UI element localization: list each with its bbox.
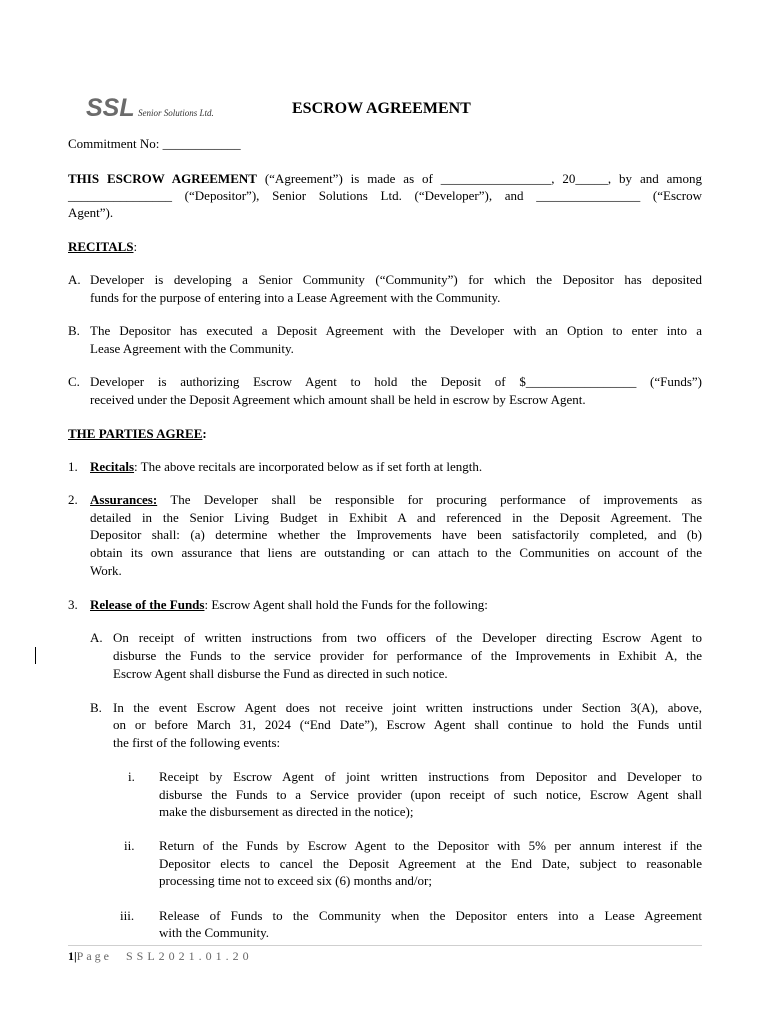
section-2-line-4: obtain its own assurance that liens are outstanding or can attach to the Communities on account of the	[90, 545, 702, 560]
page-footer	[68, 949, 253, 964]
parties-heading-colon: :	[202, 426, 207, 441]
recital-a-line-2: funds for the purpose of entering into a Lease Agreement with the Community.	[90, 290, 501, 305]
subsection-a-line-1: On receipt of written instructions from two officers of the Developer directing Escrow Agent to	[113, 630, 702, 645]
subsection-b-line-2: on or before March 31, 2024 (“End Date”), Escrow Agent shall continue to hold the Funds until	[113, 717, 702, 732]
subsection-a-line-3: Escrow Agent shall disburse the Fund as directed in such notice.	[113, 666, 448, 681]
recital-b-line-2: Lease Agreement with the Community.	[90, 341, 294, 356]
commitment-number: Commitment No: ____________	[68, 136, 241, 151]
intro-line-1	[68, 170, 702, 188]
section-3-line-1	[90, 596, 488, 614]
subsection-b-line-1: In the event Escrow Agent does not receive joint written instructions under Section 3(A), above,	[113, 700, 702, 715]
logo-mark: SSL	[86, 94, 135, 122]
subsection-a-marker: A.	[90, 630, 103, 645]
section-2-line-2: detailed in the Senior Living Budget in Exhibit A and referenced in the Deposit Agreement. The	[90, 510, 702, 525]
section-3-marker: 3.	[68, 597, 78, 612]
event-iii-line-1: Release of Funds to the Community when the Depositor enters into a Lease Agreement	[159, 908, 702, 923]
text-cursor	[35, 647, 36, 664]
recital-b-marker: B.	[68, 323, 80, 338]
recital-c-marker: C.	[68, 374, 80, 389]
recitals-heading	[68, 238, 137, 256]
logo-subtitle: Senior Solutions Ltd.	[138, 108, 214, 118]
event-i-line-1: Receipt by Escrow Agent of joint written instructions from Depositor and Developer to	[159, 769, 702, 784]
company-logo	[86, 94, 246, 124]
intro-line-1-rest: (“Agreement”) is made as of _________________, 20_____, by and among	[256, 171, 702, 186]
section-3-text: : Escrow Agent shall hold the Funds for the following:	[204, 597, 488, 612]
intro-line-2: ________________ (“Depositor”), Senior Solutions Ltd. (“Developer”), and ________________ (“Escrow	[68, 188, 702, 203]
document-title: ESCROW AGREEMENT	[292, 100, 471, 117]
event-ii-line-1: Return of the Funds by Escrow Agent to the Depositor with 5% per annum interest if the	[159, 838, 702, 853]
event-ii-marker: ii.	[124, 838, 135, 853]
section-2-line-5: Work.	[90, 563, 122, 578]
section-2-text: The Developer shall be responsible for procuring performance of improvements as	[157, 492, 702, 507]
parties-heading	[68, 425, 207, 443]
section-2-marker: 2.	[68, 492, 78, 507]
footer-doc-code: SSL2021.01.20	[125, 949, 253, 963]
recital-a-line-1: Developer is developing a Senior Community (“Community”) for which the Depositor has deposited	[90, 272, 702, 287]
recital-a-marker: A.	[68, 272, 81, 287]
recital-c-line-2: received under the Deposit Agreement which amount shall be held in escrow by Escrow Agent.	[90, 392, 586, 407]
event-i-marker: i.	[128, 769, 135, 784]
footer-page-number: 1	[68, 949, 74, 963]
event-i-line-2: disburse the Funds to a Service provider (upon receipt of such notice, Escrow Agent shall	[159, 787, 702, 802]
recitals-heading-colon: :	[133, 239, 138, 254]
section-3-heading: Release of the Funds	[90, 597, 205, 612]
event-i-line-3: make the disbursement as directed in the notice);	[159, 804, 414, 819]
section-1-marker: 1.	[68, 459, 78, 474]
subsection-a-line-2: disburse the Funds to the service provider for performance of the Improvements in Exhibit A, the	[113, 648, 702, 663]
section-1-text: : The above recitals are incorporated below as if set forth at length.	[134, 459, 483, 474]
recital-b-line-1: The Depositor has executed a Deposit Agreement with the Developer with an Option to enter into a	[90, 323, 702, 338]
parties-heading-text: THE PARTIES AGREE	[68, 426, 203, 441]
subsection-b-line-3: the first of the following events:	[113, 735, 281, 750]
section-2-line-1	[90, 491, 702, 509]
recitals-heading-text: RECITALS	[68, 239, 134, 254]
footer-divider	[68, 945, 702, 946]
section-2-heading: Assurances:	[90, 492, 158, 507]
event-ii-line-2: Depositor elects to cancel the Deposit Agreement at the End Date, subject to reasonable	[159, 856, 702, 871]
footer-separator: |	[74, 949, 77, 963]
event-iii-marker: iii.	[120, 908, 135, 923]
recital-c-line-1: Developer is authorizing Escrow Agent to hold the Deposit of $_________________ (“Funds”)	[90, 374, 702, 389]
intro-line-3: Agent”).	[68, 205, 114, 220]
intro-lead: THIS ESCROW AGREEMENT	[68, 171, 257, 186]
event-iii-line-2: with the Community.	[159, 925, 270, 940]
event-ii-line-3: processing time not to exceed six (6) months and/or;	[159, 873, 432, 888]
section-1-line-1	[90, 458, 482, 476]
section-2-line-3: Depositor shall: (a) determine whether the Improvements have been satisfactorily completed, and (b)	[90, 527, 702, 542]
subsection-b-marker: B.	[90, 700, 102, 715]
footer-page-label: Page	[76, 949, 112, 963]
section-1-heading: Recitals	[90, 459, 135, 474]
